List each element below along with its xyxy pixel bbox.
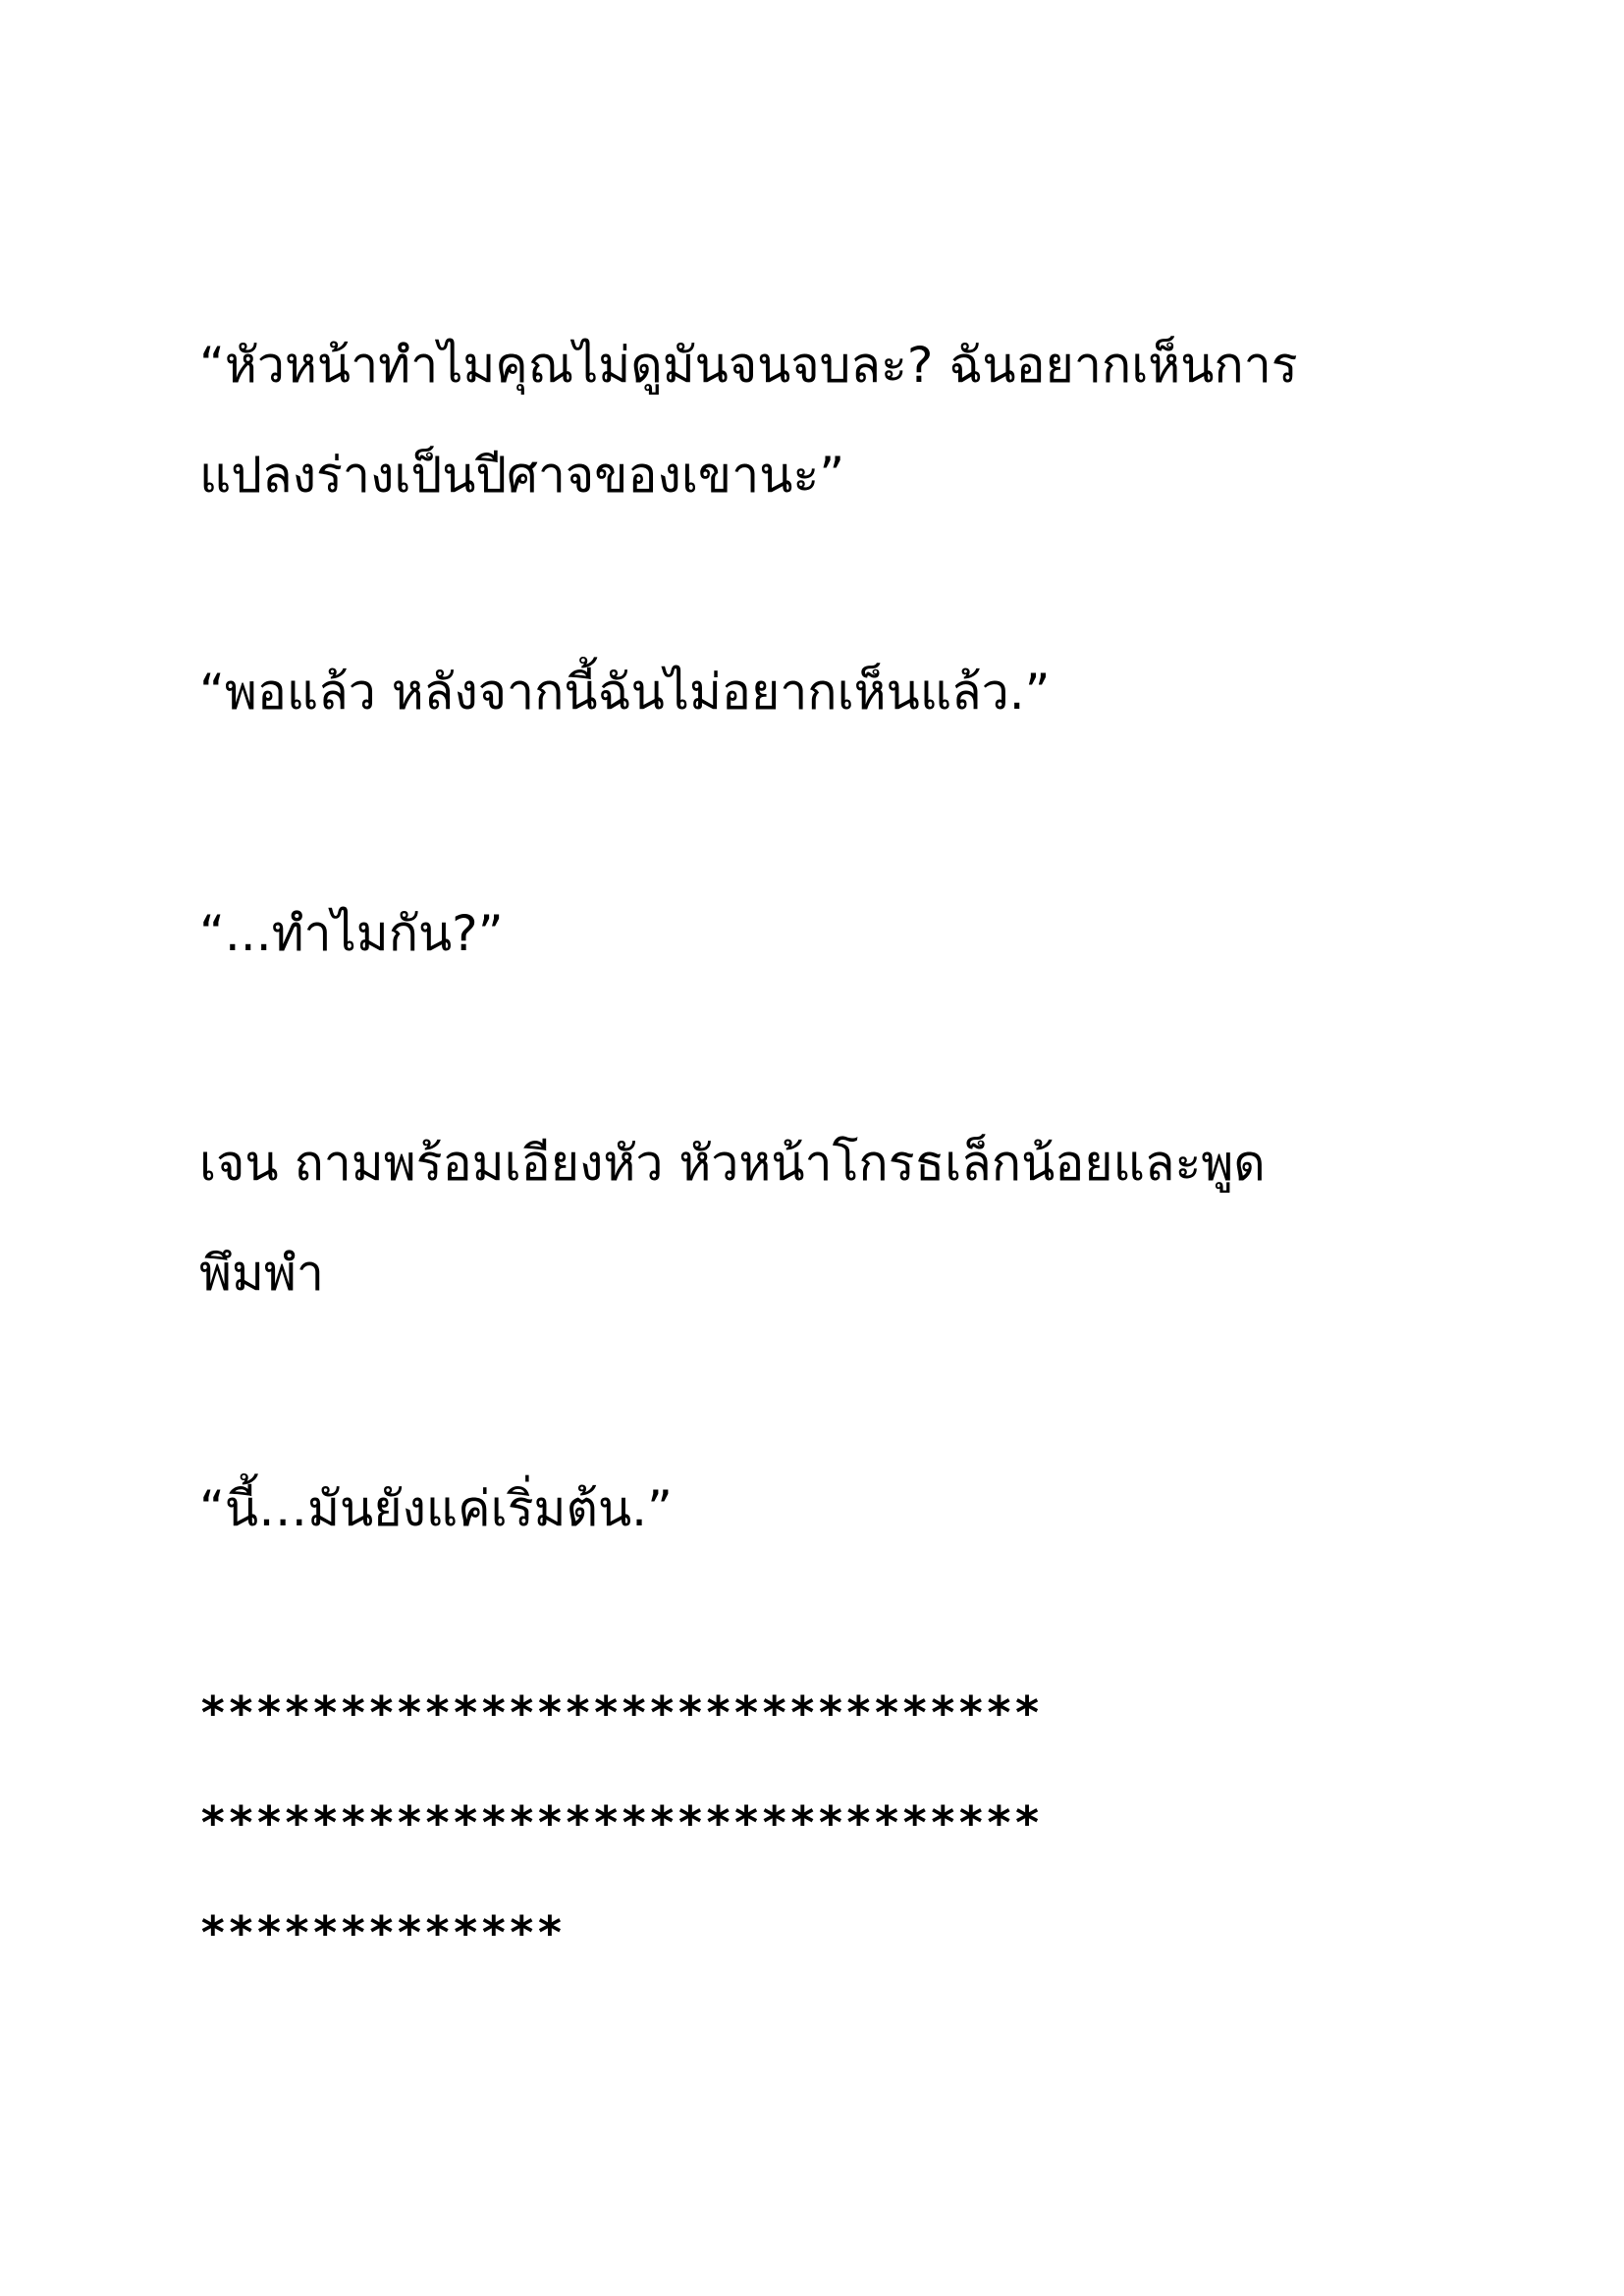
text-line: เจน ถามพร้อมเอียงหัว หัวหน้าโกรธเล็กน้อยและพูด [199, 1135, 1266, 1192]
dialogue-paragraph-2 [199, 637, 1436, 747]
text-line: “พอแล้ว หลังจากนี้ฉันไม่อยากเห็นแล้ว.” [199, 664, 1051, 721]
separator-line: ****************************** [199, 1686, 1042, 1739]
text-line: พึมพำ [199, 1245, 324, 1302]
separator-line: ****************************** [199, 1796, 1042, 1849]
text-line: “...ทำไมกัน?” [199, 905, 504, 962]
narration-paragraph [199, 1108, 1436, 1328]
text-line: “หัวหน้าทำไมคุณไม่ดูมันจนจบละ? ฉันอยากเห็นการ [199, 337, 1298, 394]
dialogue-paragraph-3 [199, 879, 1436, 988]
text-line: แปลงร่างเป็นปีศาจของเขานะ” [199, 447, 845, 504]
separator-line: ************* [199, 1906, 565, 1959]
dialogue-paragraph-1 [199, 310, 1436, 530]
asterisk-separator [199, 1658, 1436, 1988]
text-line: “นี้…มันยังแค่เริ่มต้น.” [199, 1480, 673, 1537]
dialogue-paragraph-4 [199, 1454, 1436, 1564]
page-content [199, 310, 1436, 1988]
